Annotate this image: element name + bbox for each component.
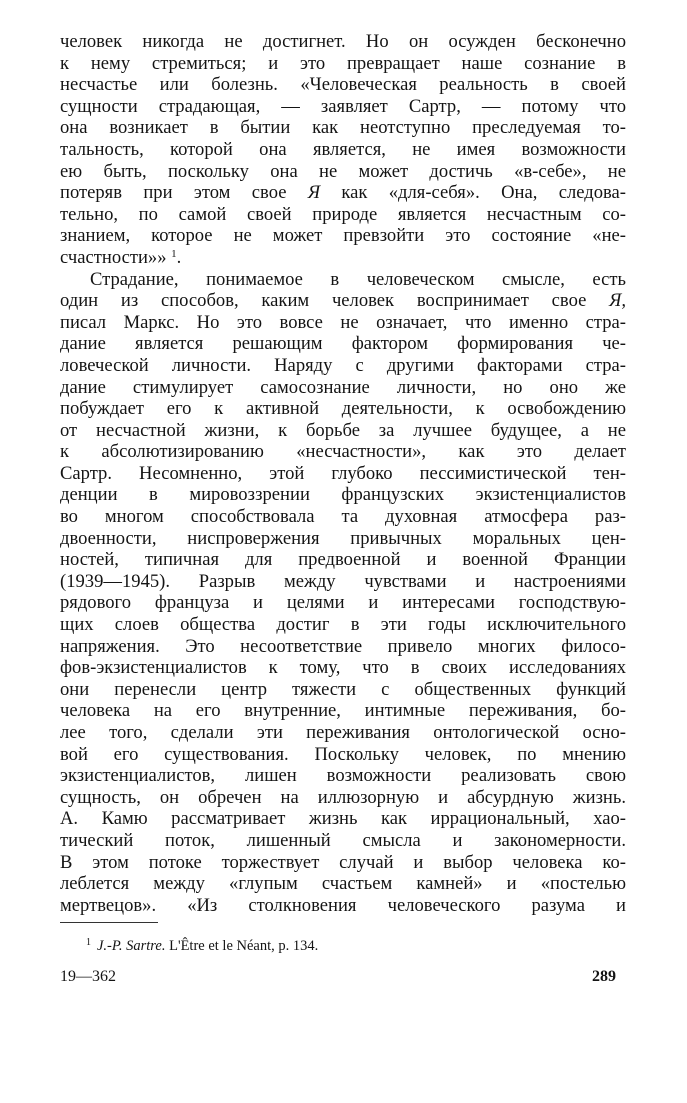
footnote-divider	[60, 922, 158, 923]
text-line: экзистенциалистов, лишен возможности реализовать свою	[60, 765, 626, 787]
text-line: человек никогда не достигнет. Но он осужден бесконечно	[60, 31, 626, 52]
text-line: ностей, типичная для предвоенной и военной Франции	[60, 549, 626, 571]
text-line: (1939—1945). Разрыв между чувствами и настроениями	[60, 570, 626, 592]
text-line: лее того, сделали эти переживания онтологической осно-	[60, 722, 626, 743]
printer-signature: 19—362	[60, 968, 116, 985]
text-line: побуждает его к активной деятельности, к освобождению	[60, 398, 626, 420]
text-segment: потеряв при этом свое	[60, 182, 308, 204]
text-line: она возникает в бытии как неотступно преследуемая то-	[60, 117, 626, 139]
italic-word: Я	[307, 182, 321, 204]
footnote	[86, 934, 318, 955]
text-line: они перенесли центр тяжести с общественных функций	[60, 678, 626, 700]
text-segment: один из способов, каким человек воспринимает свое	[60, 290, 610, 312]
text-line: несчастье или болезнь. «Человеческая реальность в своей	[60, 74, 626, 96]
text-line: Сартр. Несомненно, этой глубоко пессимистической тен-	[60, 462, 626, 484]
text-line: фов-экзистенциалистов к тому, что в своих исследованиях	[60, 657, 626, 679]
text-line: к абсолютизированию «несчастности», как это делает	[60, 441, 626, 463]
text-line: леблется между «глупым счастьем камней» и «постелью	[60, 873, 626, 895]
footnote-author: J.-P. Sartre.	[97, 938, 166, 954]
text-line: дание является решающим фактором формирования че-	[60, 333, 626, 355]
text-line: тельно, по самой своей природе является несчастным со-	[60, 203, 626, 225]
text-line: сущности страдающая, — заявляет Сартр, — потому что	[60, 95, 626, 117]
text-segment: счастности»»	[60, 246, 172, 268]
text-line: тический поток, лишенный смысла и закономерности.	[60, 829, 626, 851]
text-line: ловеческой личности. Наряду с другими факторами стра-	[60, 354, 626, 376]
text-line: во многом способствовала та духовная атмосфера раз-	[60, 506, 626, 528]
text-segment: как «для-себя». Она, следова-	[320, 182, 626, 204]
text-line: дание стимулирует самосознание личности, но оно же	[60, 376, 626, 398]
text-line: тальность, которой она является, не имея возможности	[60, 138, 626, 160]
page-number: 289	[592, 968, 616, 985]
text-line: от несчастной жизни, к борьбе за лучшее будущее, а не	[60, 419, 626, 441]
text-line: денции в мировоззрении французских экзистенциалистов	[60, 484, 626, 506]
text-line: писал Маркс. Но это вовсе не означает, что именно стра-	[60, 311, 626, 333]
text-segment: .	[176, 246, 182, 268]
text-line: человека на его внутренние, интимные переживания, бо-	[60, 700, 626, 722]
italic-word: Я,	[609, 290, 626, 312]
footnote-reference: 1	[171, 247, 177, 260]
text-line: знанием, которое не может превзойти это состояние «не-	[60, 225, 626, 247]
text-line: ею быть, поскольку она не может достичь «в-себе», не	[60, 160, 626, 182]
text-line	[60, 182, 626, 204]
text-line: мертвецов». «Из столкновения человеческого разума и	[60, 894, 626, 916]
text-line: вой его существования. Поскольку человек, по мнению	[60, 743, 626, 765]
footnote-mark: 1	[86, 937, 91, 948]
footnote-source: L'Être et le Néant, p. 134.	[165, 938, 319, 954]
text-line: щих слоев общества достиг в эти годы исключительного	[60, 614, 626, 636]
text-line	[60, 247, 626, 269]
body-text	[60, 31, 626, 916]
text-line: к нему стремиться; и это превращает наше сознание в	[60, 52, 626, 74]
text-line: двоенности, ниспровержения привычных моральных цен-	[60, 527, 626, 549]
paragraph-start-line: Страдание, понимаемое в человеческом смысле, есть	[90, 268, 626, 290]
text-line: В этом потоке торжествует случай и выбор человека ко-	[60, 851, 626, 873]
text-line: сущность, он обречен на иллюзорную и абсурдную жизнь.	[60, 786, 626, 808]
text-line: рядового француза и целями и интересами господствую-	[60, 592, 626, 614]
text-line: напряжения. Это несоответствие привело многих филосо-	[60, 635, 626, 657]
text-line: А. Камю рассматривает жизнь как иррациональный, хао-	[60, 808, 626, 830]
text-line	[60, 290, 626, 312]
